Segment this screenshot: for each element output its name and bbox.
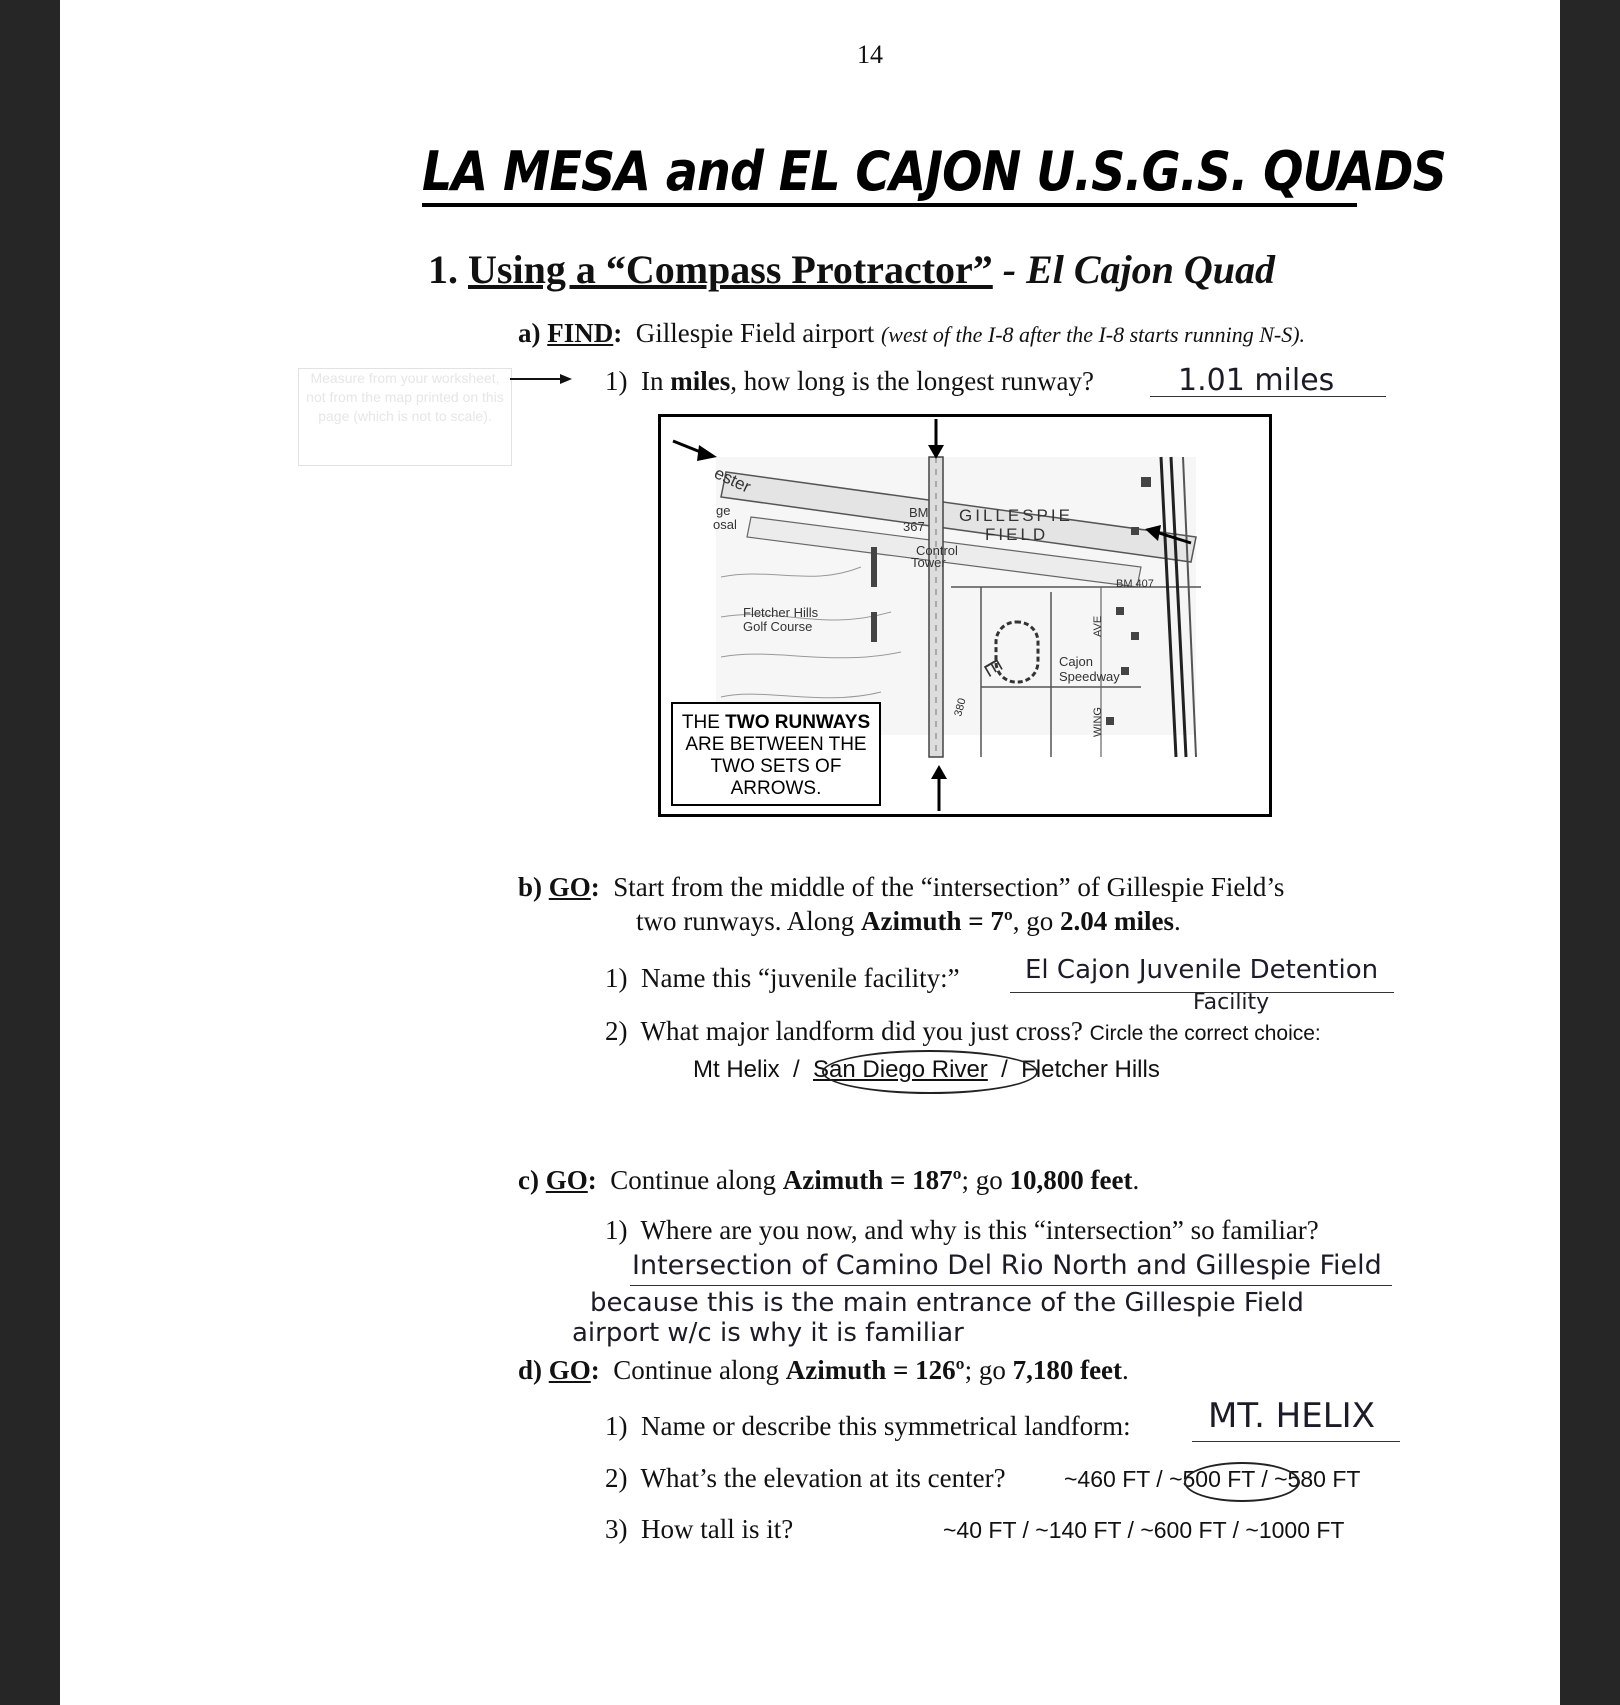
section-title: Using a “Compass Protractor” [468, 247, 993, 292]
text: . [1174, 906, 1181, 936]
note-bold: TWO RUNWAYS [725, 712, 871, 733]
part-d-keyword: GO [548, 1355, 591, 1385]
answer-line [1192, 1441, 1400, 1442]
map-label: E [978, 655, 1008, 681]
juvenile-facility-answer[interactable]: El Cajon Juvenile Detention [1025, 955, 1379, 985]
map-label: AVE [1092, 615, 1104, 637]
choice-580[interactable]: ~580 FT [1274, 1466, 1361, 1492]
question-text: Where are you now, and why is this “intersection” so familiar? [640, 1215, 1319, 1245]
question-number: 2) [605, 1016, 628, 1046]
part-d-label: d) [518, 1355, 543, 1385]
question-text: What’s the elevation at its center? [640, 1463, 1006, 1493]
choice-1000[interactable]: ~1000 FT [1245, 1517, 1345, 1543]
part-b-line-1: b) GO: Start from the middle of the “intersection” of Gillespie Field’s [518, 872, 1285, 902]
map-label: BM 407 [1116, 578, 1154, 590]
distance: 2.04 miles [1060, 906, 1175, 936]
question-text: , how long is the longest runway? [730, 366, 1094, 396]
question-text: What major landform did you just cross? [640, 1016, 1083, 1046]
map-label: GILLESPIE [959, 506, 1073, 525]
runway-length-answer[interactable]: 1.01 miles [1178, 363, 1335, 398]
text: , go [1012, 906, 1054, 936]
map-label: Tower [911, 555, 946, 570]
question-number: 1) [605, 1411, 628, 1441]
map-label: Golf Course [743, 619, 813, 634]
worksheet-page [60, 0, 1560, 1705]
part-a-line: a) FIND: Gillespie Field airport (west of the I-8 after the I-8 starts running N-S). [518, 318, 1306, 348]
distance: 10,800 feet [1009, 1165, 1133, 1195]
map-label: WING [1092, 707, 1104, 737]
map-label: Fletcher Hills [743, 605, 819, 620]
part-a-keyword: FIND [547, 318, 614, 348]
page-number: 14 [857, 40, 883, 69]
map-label: 367 [903, 519, 925, 534]
selected-choice-circle [822, 1050, 1038, 1094]
text: . [1122, 1355, 1129, 1385]
answer-line [630, 1285, 1392, 1286]
part-a-text: Gillespie Field airport [635, 318, 875, 348]
runways-note [671, 702, 881, 806]
question-number: 1) [605, 366, 628, 396]
question-text: In [641, 366, 664, 396]
map-label: ge [716, 503, 731, 518]
intersection-answer-line-1[interactable]: Intersection of Camino Del Rio North and Gillespie Field [632, 1250, 1382, 1281]
map-label: Control [916, 543, 958, 558]
part-c-keyword: GO [545, 1165, 588, 1195]
part-b-line-2 [636, 906, 1181, 937]
text: . [1132, 1165, 1140, 1195]
question-number: 1) [605, 1215, 628, 1245]
choice-san-diego-river[interactable]: San Diego River [813, 1056, 988, 1083]
question-number: 1) [605, 963, 628, 993]
part-b-question-2 [605, 1016, 1321, 1047]
section-subtitle: - El Cajon Quad [1002, 247, 1276, 292]
part-b-question-1 [605, 963, 960, 994]
map-label: 380 [952, 696, 969, 718]
title-underline [422, 203, 1357, 207]
intersection-answer-line-3[interactable]: airport w/c is why it is familiar [572, 1318, 964, 1348]
part-b-label: b) [518, 872, 543, 902]
azimuth: Azimuth = 126º [785, 1355, 965, 1385]
map-label: FIELD [985, 525, 1049, 544]
part-d-question-2 [605, 1463, 1006, 1494]
question-text: Name this “juvenile facility:” [641, 963, 960, 993]
part-d-question-3 [605, 1514, 793, 1545]
text: ; go [961, 1165, 1003, 1195]
arrow-icon [510, 371, 572, 387]
map-label: Speedway [1059, 669, 1120, 684]
question-text: How tall is it? [641, 1514, 794, 1544]
map-label: ester [711, 463, 754, 497]
height-choices: ~40 FT / ~140 FT / ~600 FT / ~1000 FT [943, 1517, 1345, 1543]
choice-40[interactable]: ~40 FT [943, 1517, 1017, 1543]
intersection-answer-line-2[interactable]: because this is the main entrance of the Gillespie Field [590, 1288, 1304, 1318]
question-number: 2) [605, 1463, 628, 1493]
choice-140[interactable]: ~140 FT [1035, 1517, 1122, 1543]
question-bold: miles [670, 366, 731, 396]
text: ; go [964, 1355, 1006, 1385]
selected-elevation-circle [1184, 1462, 1300, 1502]
separator: / [793, 1056, 800, 1083]
instruction-text: Circle the correct choice: [1089, 1022, 1321, 1045]
map-label: Cajon [1059, 654, 1093, 669]
part-a-question-1 [605, 366, 1094, 397]
choice-460[interactable]: ~460 FT [1064, 1466, 1150, 1492]
part-c-line: c) GO: Continue along Azimuth = 187º; go 10,800 feet. [518, 1165, 1140, 1195]
section-heading [428, 246, 1275, 293]
elevation-choices: ~460 FT / ~500 FT / ~580 FT [1064, 1466, 1361, 1492]
question-number: 3) [605, 1514, 628, 1544]
juvenile-facility-answer-2[interactable]: Facility [1193, 990, 1270, 1015]
text: Continue along [613, 1355, 780, 1385]
text: two runways. Along [636, 906, 855, 936]
note-text: ARE BETWEEN THE TWO SETS OF ARROWS. [685, 734, 867, 799]
part-d-question-1 [605, 1411, 1131, 1442]
text: Continue along [610, 1165, 776, 1195]
part-d-line: d) GO: Continue along Azimuth = 126º; go 7,180 feet. [518, 1355, 1129, 1385]
distance: 7,180 feet [1012, 1355, 1123, 1385]
map-label: osal [713, 517, 737, 532]
choice-fletcher-hills[interactable]: Fletcher Hills [1021, 1056, 1160, 1083]
section-number: 1. [428, 247, 458, 292]
note-text: THE [681, 712, 720, 733]
part-a-note: (west of the I-8 after the I-8 starts running N-S). [880, 322, 1306, 347]
part-a-label: a) [518, 318, 541, 348]
question-text: Name or describe this symmetrical landform: [641, 1411, 1131, 1441]
part-c-question-1 [605, 1215, 1319, 1246]
azimuth: Azimuth = 187º [782, 1165, 962, 1195]
choice-600[interactable]: ~600 FT [1140, 1517, 1227, 1543]
map-label: BM [909, 505, 929, 520]
faded-margin-note: Measure from your worksheet, not from the map printed on this page (which is not to scale). [298, 368, 512, 466]
choice-mt-helix[interactable]: Mt Helix [693, 1056, 780, 1083]
part-b-text: Start from the middle of the “intersection” of Gillespie Field’s [613, 872, 1285, 902]
separator: / [1001, 1056, 1008, 1083]
page-title: LA MESA and EL CAJON U.S.G.S. QUADS [422, 140, 1446, 203]
part-c-label: c) [518, 1165, 539, 1195]
landform-answer[interactable]: MT. HELIX [1208, 1396, 1375, 1436]
gillespie-field-map [658, 414, 1272, 817]
azimuth: Azimuth = 7º [861, 906, 1013, 936]
choice-500[interactable]: ~500 FT [1169, 1466, 1255, 1492]
part-b-keyword: GO [548, 872, 591, 902]
